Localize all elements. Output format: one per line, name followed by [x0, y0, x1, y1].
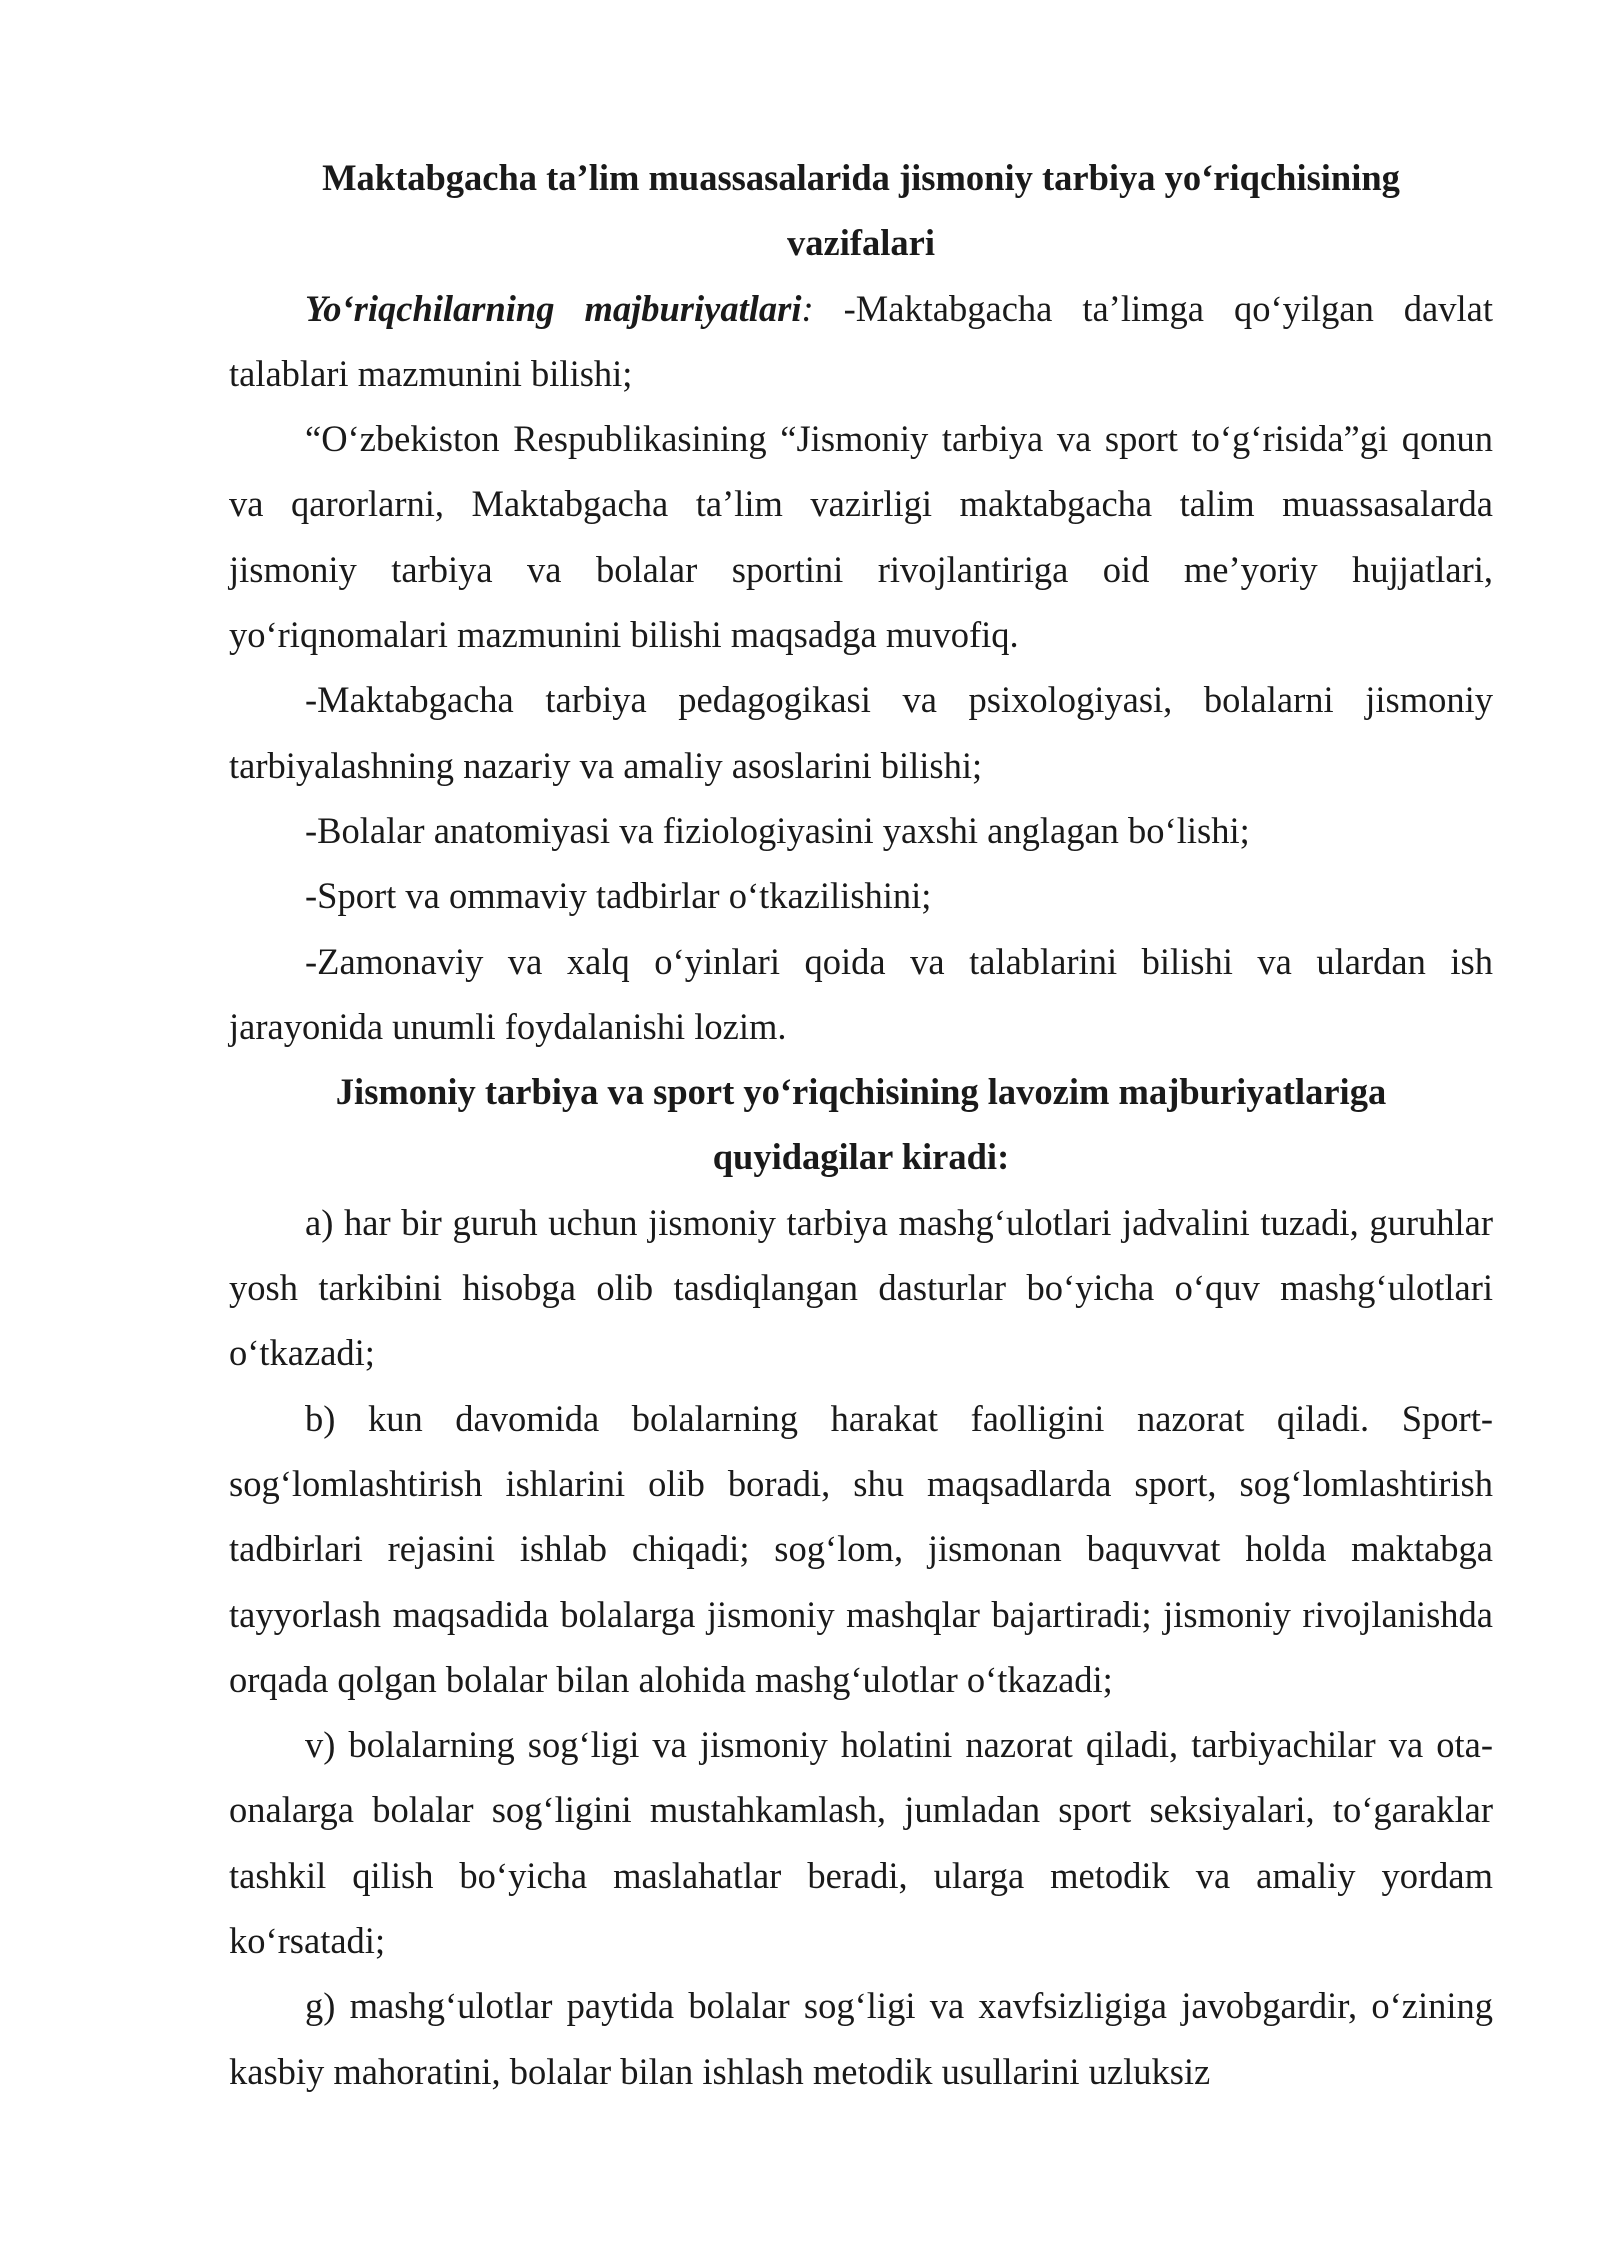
list-item-b: b) kun davomida bolalarning harakat faolligini nazorat qiladi. Sport-sog‘lomlashtirish ishlarini olib boradi, shu maqsadlarda sport, sog‘lomlashtirish tadbirlari rejasini ishlab chiqadi; sog‘lom, jismonan baquvvat holda maktabga tayyorlash maqsadida bolalarga jismoniy mashqlar bajartiradi; jismoniy rivojlanishda orqada qolgan bolalar bilan alohida mashg‘ulotlar o‘tkazadi; — [229, 1397, 1493, 1700]
section-subheading-line2: quyidagilar kiradi: — [712, 1136, 1010, 1178]
duties-intro-colon: : — [801, 287, 814, 329]
section-subheading-line1: Jismoniy tarbiya va sport yo‘riqchisining lavozim majburiyatlariga — [335, 1071, 1387, 1113]
list-item-v: v) bolalarning sog‘ligi va jismoniy holatini nazorat qiladi, tarbiyachilar va ota-onalarga bolalar sog‘ligini mustahkamlash, jumladan sport seksiyalari, to‘garaklar tashkil qilish bo‘yicha maslahatlar beradi, ularga metodik va amaliy yordam ko‘rsatadi; — [229, 1724, 1493, 1962]
paragraph-anatomy: -Bolalar anatomiyasi va fiziologiyasini yaxshi anglagan bo‘lishi; — [305, 809, 1250, 851]
paragraph-sport-events: -Sport va ommaviy tadbirlar o‘tkazilishini; — [305, 875, 932, 917]
document-page — [229, 145, 1493, 2104]
document-title-line2: vazifalari — [787, 222, 935, 264]
section-subheading — [229, 1059, 1493, 1190]
paragraph-games: -Zamonaviy va xalq o‘yinlari qoida va talablarini bilishi va ulardan ish jarayonida unumli foydalanishi lozim. — [229, 940, 1493, 1047]
list-item-g: g) mashg‘ulotlar paytida bolalar sog‘ligi va xavfsizligiga javobgardir, o‘zining kasbiy mahoratini, bolalar bilan ishlash metodik usullarini uzluksiz — [229, 1985, 1493, 2092]
document-title — [229, 145, 1493, 276]
duties-intro-label: Yo‘riqchilarning majburiyatlari — [305, 287, 802, 329]
paragraph-pedagogy: -Maktabgacha tarbiya pedagogikasi va psixologiyasi, bolalarni jismoniy tarbiyalashning nazariy va amaliy asoslarini bilishi; — [229, 679, 1493, 786]
paragraph-law: “O‘zbekiston Respublikasining “Jismoniy tarbiya va sport to‘g‘risida”gi qonun va qarorlarni, Maktabgacha ta’lim vazirligi maktabgacha talim muassasalarda jismoniy tarbiya va bolalar sportini rivojlantiriga oid me’yoriy hujjatlari, yo‘riqnomalari mazmunini bilishi maqsadga muvofiq. — [229, 418, 1493, 656]
document-title-line1: Maktabgacha ta’lim muassasalarida jismoniy tarbiya yo‘riqchisining — [322, 157, 1400, 198]
duties-intro-text: -Maktabgacha ta’limga qo‘yilgan davlat talablari mazmunini bilishi; — [229, 287, 1493, 394]
list-item-a: a) har bir guruh uchun jismoniy tarbiya mashg‘ulotlari jadvalini tuzadi, guruhlar yosh tarkibini hisobga olib tasdiqlangan dasturlar bo‘yicha o‘quv mashg‘ulotlari o‘tkazadi; — [229, 1201, 1493, 1374]
duties-intro-paragraph — [229, 276, 1493, 407]
